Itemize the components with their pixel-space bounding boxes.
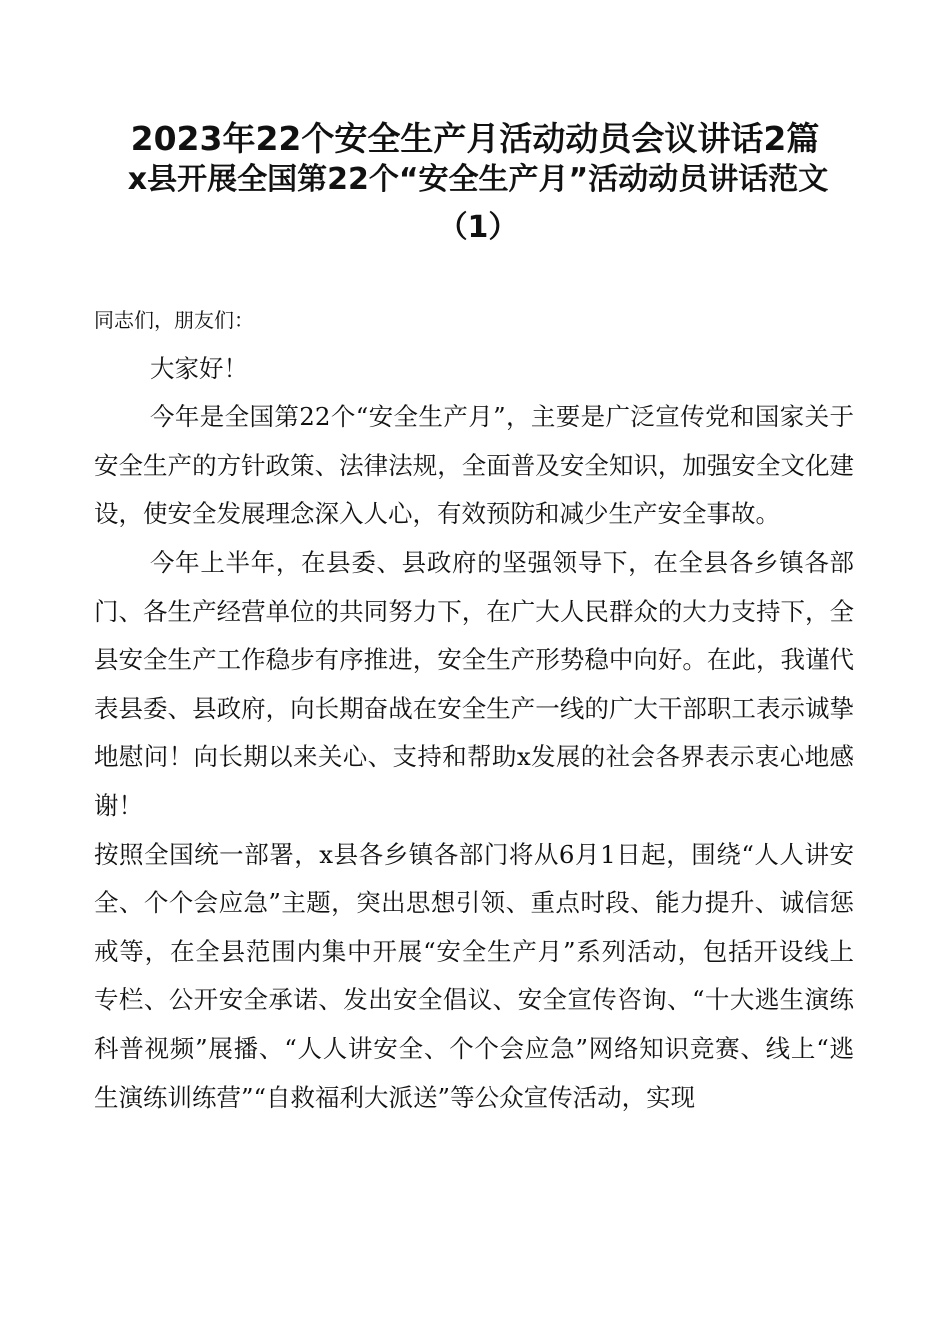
paragraph: 今年是全国第22个“安全生产月”，主要是广泛宣传党和国家关于安全生产的方针政策、法律法规，全面普及安全知识，加强安全文化建设，使安全发展理念深入人心，有效预防和减少生产安全事故。: [94, 402, 854, 529]
document-subtitle: x县开展全国第22个“安全生产月”活动动员讲话范文（1）: [127, 162, 829, 245]
salutation: 同志们，朋友们：: [94, 308, 254, 332]
paragraph: 今年上半年，在县委、县政府的坚强领导下，在全县各乡镇各部门、各生产经营单位的共同努力下，在广大人民群众的大力支持下，全县安全生产工作稳步有序推进，安全生产形势稳中向好。在此，我谨代表县委、县政府，向长期奋战在安全生产一线的广大干部职工表示诚挚地慰问！向长期以来关心、支持和帮助x发展的社会各界表示衷心地感谢！: [94, 547, 854, 820]
paragraph-greeting: 大家好！: [150, 353, 248, 383]
document-body: [94, 296, 854, 1122]
paragraph: 按照全国统一部署，x县各乡镇各部门将从6月1日起，围绕“人人讲安全、个个会应急”主题，突出思想引领、重点时段、能力提升、诚信惩戒等，在全县范围内集中开展“安全生产月”系列活动，包括开设线上专栏、公开安全承诺、发出安全倡议、安全宣传咨询、“十大逃生演练科普视频”展播、“人人讲安全、个个会应急”网络知识竞赛、线上“逃生演练训练营”“自救福利大派送”等公众宣传活动，实现: [94, 839, 854, 1112]
document-title: 2023年22个安全生产月活动动员会议讲话2篇: [130, 119, 820, 158]
